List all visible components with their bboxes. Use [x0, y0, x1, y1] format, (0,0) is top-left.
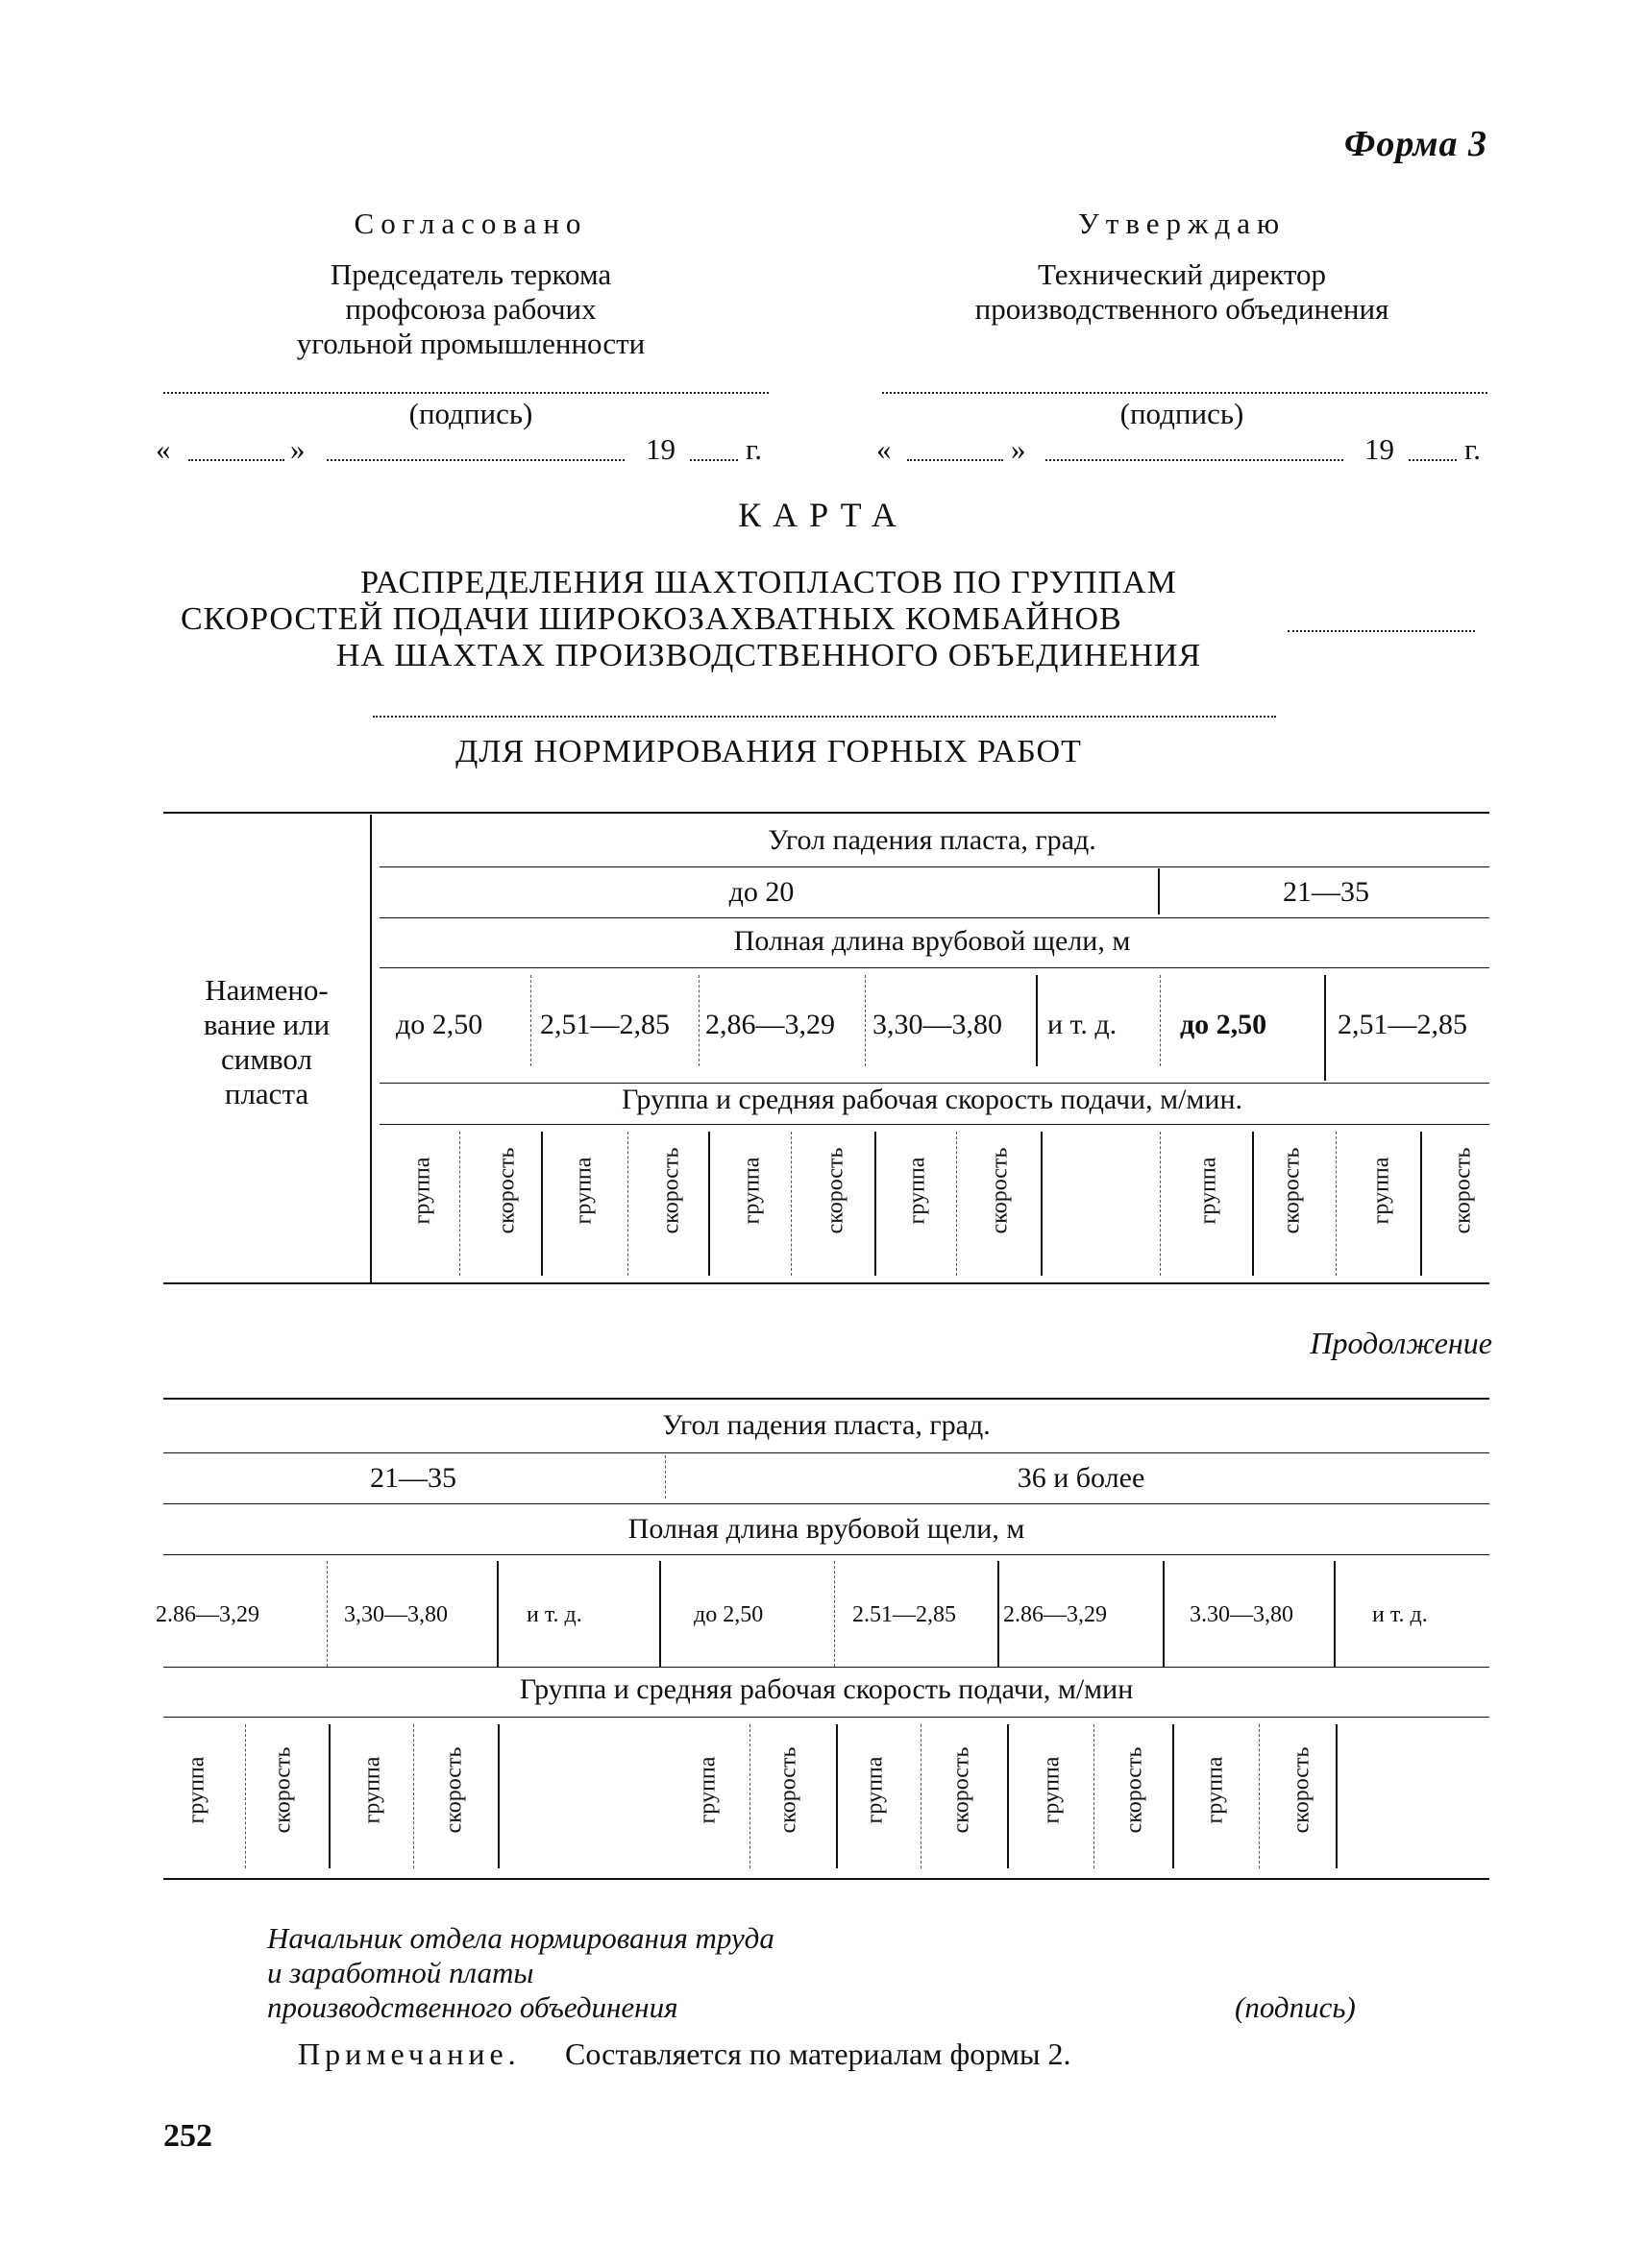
t2-sub-div-10 [1172, 1724, 1174, 1868]
t1-sub-speed-2: скорость [658, 1147, 684, 1234]
t2-len-div-4 [834, 1561, 835, 1667]
t2-sub-speed-4: скорость [948, 1746, 974, 1834]
t1-sub-group-3: группа [739, 1157, 765, 1225]
t1-length-1: до 2,50 [396, 1009, 483, 1040]
t2-length-2: 3,30—3,80 [344, 1602, 448, 1627]
left-block-title: Согласовано [354, 207, 588, 240]
t2-sub-group-4: группа [862, 1756, 888, 1824]
t1-len-div-1 [530, 975, 531, 1066]
t2-rule-1 [163, 1452, 1489, 1453]
left-date-year-line [690, 459, 738, 461]
t2-len-div-5 [997, 1561, 999, 1667]
right-date-open: « [876, 432, 892, 466]
t2-angle-divider [665, 1455, 666, 1499]
left-date-year: 19 [646, 432, 676, 466]
t1-sub-div-8 [1041, 1132, 1043, 1276]
t2-bottom-rule [163, 1878, 1489, 1880]
t2-sub-speed-6: скорость [1289, 1746, 1314, 1834]
t1-length-6: до 2,50 [1180, 1009, 1267, 1040]
t1-sub-div-6 [874, 1132, 876, 1276]
signer-line-3: производственного объединения [267, 1990, 678, 2024]
t2-rule-3 [163, 1554, 1489, 1555]
t1-angle-header: Угол падения пласта, град. [768, 824, 1096, 856]
t1-sub-speed-1: скорость [494, 1147, 520, 1234]
t1-angle-group-1: до 20 [728, 876, 795, 908]
t1-sub-div-2 [541, 1132, 543, 1276]
signer-line-1: Начальник отдела нормирования труда [267, 1921, 774, 1955]
t2-length-5: 2.51—2,85 [852, 1602, 956, 1627]
t2-sub-div-12 [1336, 1724, 1338, 1868]
t2-sub-div-3 [413, 1724, 414, 1868]
t2-sub-div-4 [498, 1724, 500, 1868]
left-block-line-1: Председатель теркома [330, 257, 612, 291]
t2-sub-speed-1: скорость [270, 1746, 296, 1834]
t1-angle-group-2: 21—35 [1283, 876, 1369, 908]
note-text: Составляется по материалам формы 2. [565, 2036, 1071, 2071]
t2-rule-2 [163, 1503, 1489, 1504]
t1-sub-div-9 [1160, 1132, 1161, 1276]
t1-sub-speed-6: скорость [1450, 1147, 1476, 1234]
t1-len-div-2 [699, 975, 700, 1066]
enterprise-name-line [373, 716, 1276, 718]
t2-sub-group-1: группа [184, 1756, 209, 1824]
t1-sub-speed-5: скорость [1279, 1147, 1305, 1234]
right-block-title: Утверждаю [1077, 207, 1287, 240]
left-signature-label: (подпись) [408, 397, 533, 430]
t1-sub-speed-4: скорость [987, 1147, 1013, 1234]
t1-sub-div-11 [1336, 1132, 1337, 1276]
form-label: Форма 3 [1344, 124, 1487, 164]
left-signature-line [163, 392, 769, 394]
t1-rule-3 [380, 967, 1489, 968]
t1-stub-line-2: вание или [203, 1008, 331, 1041]
t1-rule-1 [380, 866, 1489, 867]
continuation-label: Продолжение [1310, 1326, 1492, 1360]
t1-len-div-3 [865, 975, 866, 1066]
t2-sub-speed-3: скорость [775, 1746, 801, 1834]
page-number: 252 [163, 2118, 212, 2154]
t2-sub-div-5 [749, 1724, 750, 1868]
t2-angle-group-1: 21—35 [370, 1462, 456, 1494]
t1-length-4: 3,30—3,80 [872, 1009, 1002, 1040]
t1-sub-speed-3: скорость [823, 1147, 848, 1234]
t1-length-header: Полная длина врубовой щели, м [733, 925, 1131, 957]
t1-length-2: 2,51—2,85 [540, 1009, 670, 1040]
t1-sub-div-5 [791, 1132, 792, 1276]
t1-length-7: 2,51—2,85 [1338, 1009, 1467, 1040]
t1-sub-div-7 [956, 1132, 957, 1276]
right-signature-label: (подпись) [1119, 397, 1244, 430]
t2-sub-speed-2: скорость [441, 1746, 467, 1834]
t1-len-div-4 [1036, 975, 1038, 1066]
t2-speed-header: Группа и средняя рабочая скорость подачи, м/мин [519, 1673, 1134, 1705]
t1-rule-2 [380, 917, 1489, 918]
t1-bottom-rule [163, 1282, 1489, 1284]
t1-length-5: и т. д. [1047, 1009, 1118, 1040]
right-date-day [907, 459, 1003, 461]
t1-angle-divider [1158, 868, 1160, 915]
t2-sub-div-8 [1007, 1724, 1009, 1868]
document-subtitle-1: РАСПРЕДЕЛЕНИЯ ШАХТОПЛАСТОВ ПО ГРУППАМ [360, 565, 1177, 600]
t1-sub-group-5: группа [1195, 1157, 1221, 1225]
t2-sub-div-1 [245, 1724, 246, 1868]
t2-angle-header: Угол падения пласта, град. [662, 1409, 991, 1441]
right-date-year-line [1409, 459, 1457, 461]
t2-top-rule [163, 1398, 1489, 1400]
t2-sub-group-5: группа [1039, 1756, 1065, 1824]
right-block-line-2: производственного объединения [974, 292, 1389, 326]
t2-length-header: Полная длина врубовой щели, м [627, 1513, 1025, 1545]
t1-top-rule [163, 812, 1489, 814]
t2-sub-div-6 [836, 1724, 838, 1868]
t2-length-7: 3.30—3,80 [1190, 1602, 1293, 1627]
right-date-close: » [1011, 432, 1026, 466]
right-signature-line [882, 392, 1487, 394]
t2-rule-5 [163, 1717, 1489, 1718]
document-purpose: ДЛЯ НОРМИРОВАНИЯ ГОРНЫХ РАБОТ [455, 734, 1082, 769]
t2-angle-group-2: 36 и более [1017, 1462, 1145, 1494]
left-date-open: « [156, 432, 171, 466]
t1-sub-group-1: группа [409, 1157, 435, 1225]
t1-rule-5 [380, 1124, 1489, 1125]
t2-sub-div-9 [1093, 1724, 1094, 1868]
signer-line-2: и заработной платы [267, 1956, 534, 1989]
left-date-suffix: г. [746, 432, 762, 466]
document-title: КАРТА [738, 496, 908, 534]
t1-speed-header: Группа и средняя рабочая скорость подачи, м/мин. [621, 1084, 1243, 1115]
footer-signature-label: (подпись) [1235, 1990, 1356, 2024]
t2-sub-div-2 [329, 1724, 331, 1868]
t1-sub-div-10 [1252, 1132, 1254, 1276]
right-date-year: 19 [1364, 432, 1394, 466]
t1-stub-divider [370, 815, 372, 1282]
t1-len-div-6 [1324, 975, 1326, 1081]
t1-sub-group-4: группа [904, 1157, 930, 1225]
t1-sub-div-1 [459, 1132, 460, 1276]
left-block-line-3: угольной промышленности [296, 327, 646, 360]
left-date-day [188, 459, 284, 461]
t1-length-3: 2,86—3,29 [705, 1009, 835, 1040]
t1-sub-group-6: группа [1368, 1157, 1394, 1225]
t1-stub-line-4: пласта [224, 1077, 309, 1110]
t1-stub-line-3: символ [221, 1042, 312, 1076]
t2-len-div-3 [659, 1561, 661, 1667]
t2-sub-group-6: группа [1202, 1756, 1228, 1824]
t2-length-3: и т. д. [527, 1602, 582, 1627]
t2-rule-4 [163, 1667, 1489, 1668]
t1-len-div-5 [1160, 975, 1161, 1066]
left-date-close: » [290, 432, 306, 466]
subtitle-fill-line [1288, 630, 1475, 632]
t2-len-div-1 [327, 1561, 328, 1667]
t2-length-1: 2.86—3,29 [156, 1602, 259, 1627]
t2-sub-group-3: группа [695, 1756, 721, 1824]
t2-length-6: 2.86—3,29 [1003, 1602, 1107, 1627]
t1-sub-div-12 [1420, 1132, 1422, 1276]
t2-len-div-2 [497, 1561, 499, 1667]
t2-sub-div-11 [1259, 1724, 1260, 1868]
document-subtitle-3: НА ШАХТАХ ПРОИЗВОДСТВЕННОГО ОБЪЕДИНЕНИЯ [335, 638, 1202, 673]
t1-sub-div-4 [708, 1132, 710, 1276]
t2-length-8: и т. д. [1372, 1602, 1428, 1627]
left-block-line-2: профсоюза рабочих [345, 292, 597, 326]
t1-stub-line-1: Наимено- [205, 973, 329, 1007]
t2-sub-speed-5: скорость [1121, 1746, 1147, 1834]
document-subtitle-2: СКОРОСТЕЙ ПОДАЧИ ШИРОКОЗАХВАТНЫХ КОМБАЙНОВ [181, 601, 1122, 637]
right-block-line-1: Технический директор [1037, 257, 1327, 291]
t2-len-div-7 [1334, 1561, 1336, 1667]
t1-sub-group-2: группа [571, 1157, 597, 1225]
note-label: Примечание. [298, 2036, 521, 2071]
right-date-suffix: г. [1464, 432, 1481, 466]
t1-sub-div-3 [627, 1132, 628, 1276]
t2-length-4: до 2,50 [694, 1602, 764, 1627]
t2-len-div-6 [1163, 1561, 1165, 1667]
left-date-month [327, 459, 625, 461]
right-date-month [1045, 459, 1343, 461]
t2-sub-group-2: группа [359, 1756, 385, 1824]
